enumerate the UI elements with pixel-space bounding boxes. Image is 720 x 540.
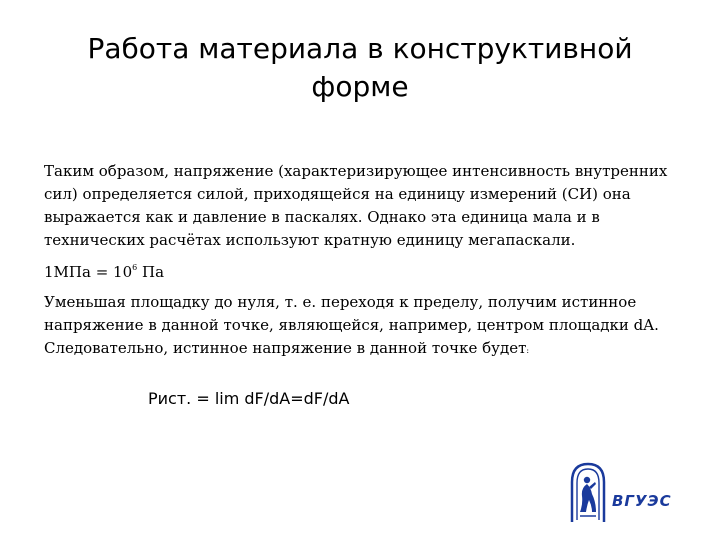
paragraph-stress-definition (44, 160, 684, 252)
slide-title: Работа материала в конструктивной форме (87, 32, 633, 103)
paragraph-true-stress-text: Уменьшая площадку до нуля, т. е. переходя к пределу, получим истинное напряжение в данной точке, являющейся, например, центром площадки dA. Следовательно, истинное напряжение в данной точке будет (44, 293, 659, 357)
paragraph-stress-definition-text: Таким образом, напряжение (характеризирующее интенсивность внутренних сил) определяется силой, приходящейся на единицу измерений (СИ) она выражается как и давление в паскалях. Однако эта единица мала и в технических расчётах используют кратную единицу мегапаскали. (44, 162, 668, 249)
formula-mpa (44, 261, 684, 283)
true-stress-formula: Рист. = lim dF/dA=dF/dA (148, 389, 350, 408)
paragraph-true-stress (44, 291, 684, 362)
formula-mpa-exponent: 6 (132, 263, 138, 272)
university-emblem-icon (566, 460, 610, 524)
university-logo-text: ВГУЭС (612, 492, 672, 510)
slide-body (44, 160, 684, 371)
paragraph-true-stress-colon: : (526, 346, 530, 355)
formula-mpa-unit: Па (137, 263, 165, 281)
university-logo (566, 460, 686, 524)
formula-mpa-lhs: 1МПа = 10 (44, 263, 133, 281)
